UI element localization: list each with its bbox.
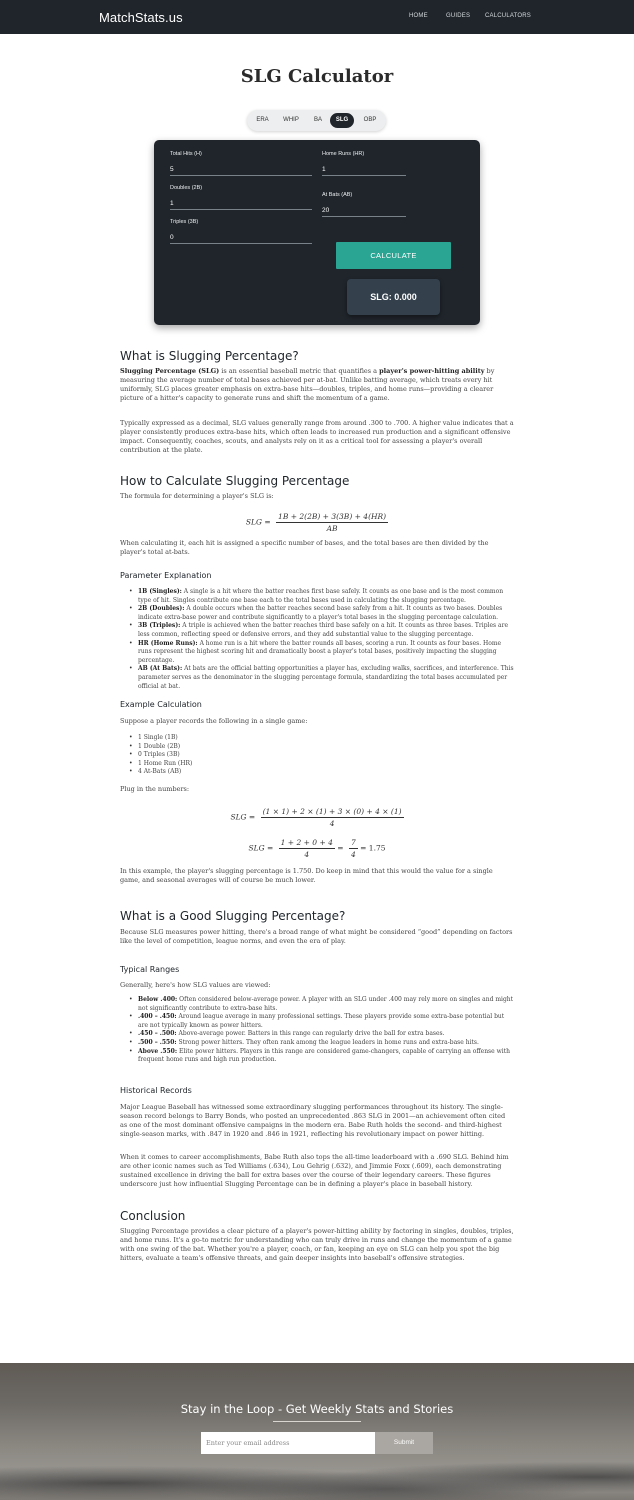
tab-era[interactable]: ERA <box>256 117 269 123</box>
what-is-heading: What is Slugging Percentage? <box>120 349 299 363</box>
what-is-paragraph-1 <box>120 367 514 403</box>
text: Elite power hitters. Players in this range are considered game-changers, capable of carrying an offense with frequent home runs and high run production. <box>138 1047 510 1064</box>
formula-fraction <box>261 807 404 828</box>
power-term: player's power-hitting ability <box>379 367 485 375</box>
term: 1B (Singles): <box>138 588 182 595</box>
ranges-heading: Typical Ranges <box>120 965 180 974</box>
term: 2B (Doubles): <box>138 605 185 613</box>
formula-numerator: (1 × 1) + 2 × (1) + 3 × (0) + 4 × (1) <box>262 807 402 816</box>
text: Above-average power. Batters in this range can regularly drive the ball for extra bases. <box>176 1030 445 1038</box>
site-logo[interactable]: MatchStats.us <box>99 10 183 25</box>
email-input[interactable] <box>201 1432 375 1454</box>
list-item <box>129 1048 515 1065</box>
term: Below .400: <box>138 996 178 1003</box>
formula-denominator-2: 4 <box>350 850 356 859</box>
doubles-label: Doubles (2B) <box>170 185 203 191</box>
at-bats-label: At Bats (AB) <box>322 192 353 198</box>
text: A triple is achieved when the batter reaches third base safely on a hit. It counts as three bases. Triples are less common, reflecting speed or defensive errors, and they add substantial value to the slugging percentage. <box>138 622 508 638</box>
what-is-paragraph-2: Typically expressed as a decimal, SLG values generally range from around .300 to .700. A higher value indicates that a player consistently produces extra-base hits, which often leads to increased run production and a significant offensive impact. Consequently, coaches, scouts, and analysts rely on it as a critical tool for assessing a player's overall contribution at the plate. <box>120 419 514 454</box>
list-item <box>129 605 515 622</box>
list-item <box>129 588 515 605</box>
tab-whip[interactable]: WHIP <box>283 117 299 123</box>
example-intro: Suppose a player records the following in a single game: <box>120 717 308 725</box>
text: Often considered below-average power. A player with an SLG under .400 may rely more on singles and might not significantly contribute to extra-base hits. <box>138 996 514 1012</box>
term: Above .550: <box>138 1047 178 1055</box>
text: Strong power hitters. They often rank among the league leaders in home runs and extra-base hits. <box>176 1038 479 1046</box>
formula-denominator: 4 <box>329 819 335 828</box>
newsletter-title: Stay in the Loop - Get Weekly Stats and Stories <box>180 1402 454 1416</box>
example-list <box>129 734 515 777</box>
records-heading: Historical Records <box>120 1086 192 1095</box>
list-item: • 1 Double (2B) <box>129 743 515 752</box>
ranges-list <box>129 996 515 1065</box>
text: At bats are the official batting opportunities a player has, excluding walks, sacrifices, and interference. This parameter serves as the denominator in the slugging percentage formula, standardizing the total bases accumulated per official at bat. <box>138 665 514 690</box>
submit-button[interactable]: Submit <box>375 1432 433 1454</box>
nav-calculators[interactable]: CALCULATORS <box>485 13 531 19</box>
example-heading: Example Calculation <box>120 700 202 709</box>
term: 3B (Triples): <box>138 622 181 630</box>
example-plug: Plug in the numbers: <box>120 785 190 793</box>
tab-ba[interactable]: BA <box>313 117 322 123</box>
formula-numerator: 1 + 2 + 0 + 4 <box>280 838 333 847</box>
list-item <box>129 996 515 1013</box>
main-nav <box>0 13 634 23</box>
example-formula-1 <box>0 807 634 828</box>
newsletter-section <box>0 1363 634 1500</box>
how-to-heading: How to Calculate Slugging Percentage <box>120 474 350 488</box>
formula-denominator: 4 <box>304 850 310 859</box>
formula-numerator: 1B + 2(2B) + 3(3B) + 4(HR) <box>278 512 387 521</box>
conclusion-heading: Conclusion <box>120 1209 186 1223</box>
formula-fraction <box>276 512 388 533</box>
formula-fraction <box>279 838 335 859</box>
nav-home[interactable]: HOME <box>409 13 428 19</box>
tab-obp[interactable]: OBP <box>363 117 377 123</box>
how-to-intro: The formula for determining a player's SLG is: <box>120 492 274 500</box>
list-item: • 1 Home Run (HR) <box>129 760 515 769</box>
list-item <box>129 1039 515 1048</box>
formula-lhs: SLG = <box>230 812 256 822</box>
text: is an essential baseball metric that quantifies a <box>219 367 380 375</box>
list-item: • 0 Triples (3B) <box>129 751 515 760</box>
text: A double occurs when the batter reaches second base safely from a hit. It counts as two bases. Doubles indicate extra-base power and contribute significantly to a player's total bases in the slugging percentage calculation. <box>138 605 503 621</box>
list-item <box>129 622 515 639</box>
formula-lhs: SLG = <box>245 517 271 527</box>
formula-denominator: AB <box>326 524 338 533</box>
formula-equals: = <box>337 843 344 853</box>
triples-label: Triples (3B) <box>170 219 199 225</box>
home-runs-label: Home Runs (HR) <box>322 151 365 157</box>
total-hits-input[interactable] <box>170 163 312 176</box>
divider <box>273 1421 361 1422</box>
list-item: • 4 At-Bats (AB) <box>129 768 515 777</box>
slg-result: SLG: 0.000 <box>347 279 440 315</box>
ranges-intro: Generally, here's how SLG values are viewed: <box>120 981 271 989</box>
records-paragraph-1: Major League Baseball has witnessed some extraordinary slugging performances throughout its history. The single-season record belongs to Barry Bonds, who posted an unprecedented .863 SLG in 2001—an achievement often cited as one of the most dominant offensive campaigns in the modern era. Babe Ruth holds the second- and third-highest single-season marks, with .847 in 1920 and .846 in 1921, reflecting his revolutionary impact on power hitting. <box>120 1103 506 1138</box>
list-item: • 1 Single (1B) <box>129 734 515 743</box>
how-to-after: When calculating it, each hit is assigned a specific number of bases, and the total bases are then divided by the player's total at-bats. <box>120 539 489 556</box>
formula-numerator-2: 7 <box>350 838 356 847</box>
good-slg-paragraph: Because SLG measures power hitting, there's a broad range of what might be considered “good” depending on factors like the level of competition, league norms, and even the era of play. <box>120 928 513 945</box>
list-item <box>129 665 515 691</box>
page-title: SLG Calculator <box>240 66 394 87</box>
term: .450 – .500: <box>138 1030 177 1038</box>
triples-input[interactable] <box>170 231 312 244</box>
params-list <box>129 588 515 691</box>
formula-fraction-2 <box>349 838 358 859</box>
term: HR (Home Runs): <box>138 639 198 647</box>
list-item <box>129 1030 515 1039</box>
conclusion-paragraph: Slugging Percentage provides a clear picture of a player's power-hitting ability by factoring in singles, doubles, triples, and home runs. It's a go-to metric for understanding who can truly drive in runs and change the momentum of a game with one swing of the bat. Whether you're a player, coach, or fan, keeping an eye on SLG can help you spot the big hitters, evaluate a team's offensive threats, and gain deeper insights into baseball's offensive strategies. <box>120 1227 514 1262</box>
calculate-button[interactable]: CALCULATE <box>336 242 451 269</box>
text: A single is a hit where the batter reaches first base safely. It counts as one base and is the most common type of hit. Singles contribute one base each to the total bases used in calculating the slugging percentage. <box>138 588 504 604</box>
formula-result: = 1.75 <box>360 843 386 853</box>
nav-guides[interactable]: GUIDES <box>446 13 471 19</box>
term: AB (At Bats): <box>138 665 183 673</box>
tab-slg[interactable]: SLG <box>330 113 354 128</box>
slg-term: Slugging Percentage (SLG) <box>120 367 220 375</box>
slg-calculator-card <box>154 140 480 325</box>
params-heading: Parameter Explanation <box>120 571 212 580</box>
records-paragraph-2: When it comes to career accomplishments, Babe Ruth also tops the all-time leaderboard with a .690 SLG. Behind him are other iconic names such as Ted Williams (.634), Lou Gehrig (.632), and Jimmie Foxx (.609), each demonstrating sustained excellence in driving the ball for extra bases over the course of their legendary careers. These figures underscore just how influential Slugging Percentage can be in defining a player's place in baseball history. <box>120 1153 509 1188</box>
term: .500 – .550: <box>138 1038 177 1046</box>
good-slg-heading: What is a Good Slugging Percentage? <box>120 909 346 923</box>
total-hits-label: Total Hits (H) <box>170 151 202 157</box>
text: A home run is a hit where the batter rounds all bases, scoring a run. It counts as four bases. Home runs represent the highest scoring hit and dramatically boost a player's total bases, positively impacting the slugging percentage. <box>138 639 502 664</box>
text: by measuring the average number of total bases achieved per at-bat. Unlike batting average, which treats every hit uniformly, SLG places greater emphasis on extra-base hits—doubles, triples, and home runs—providing a clearer picture of a hitter's capacity to generate runs and shift the momentum of a game. <box>120 367 495 402</box>
text: Around league average in many professional settings. These players provide some extra-base potential but are not typically known as power hitters. <box>138 1013 505 1029</box>
example-formula-2 <box>0 838 634 859</box>
list-item <box>129 640 515 666</box>
list-item <box>129 1013 515 1030</box>
calculator-tabs <box>247 110 386 131</box>
doubles-input[interactable] <box>170 197 312 210</box>
term: .400 – .450: <box>138 1013 177 1021</box>
at-bats-input[interactable] <box>322 204 406 217</box>
home-runs-input[interactable] <box>322 163 406 176</box>
example-conclusion: In this example, the player's slugging percentage is 1.750. Do keep in mind that this would the value for a single game, and seasonal averages will of course be much lower. <box>120 867 493 884</box>
slg-formula <box>0 512 634 533</box>
background-image <box>0 1453 634 1500</box>
site-header <box>0 0 634 34</box>
formula-lhs: SLG = <box>248 843 274 853</box>
